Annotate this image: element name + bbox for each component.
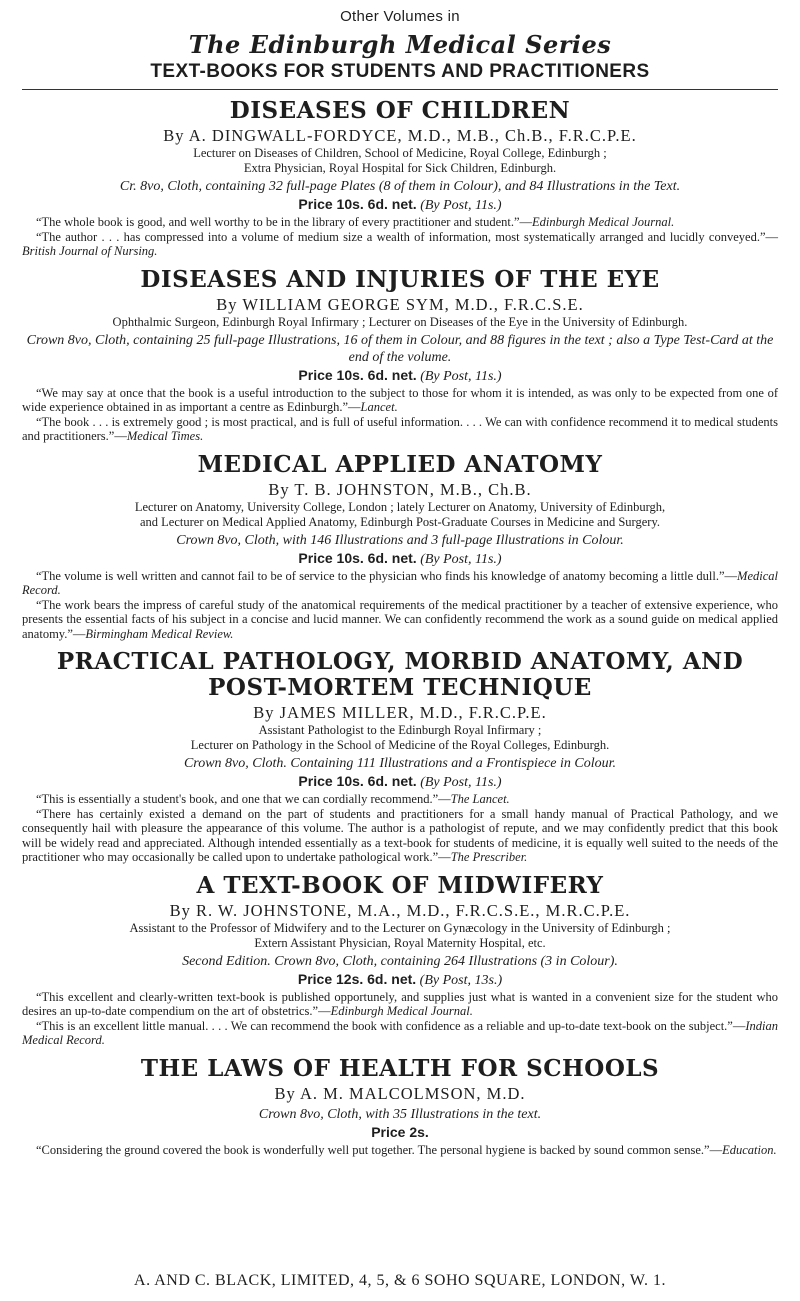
edition-details: Cr. 8vo, Cloth, containing 32 full-page Plates (8 of them in Colour), and 84 Illustrations in the Text. [119, 179, 681, 194]
price: Price 2s. [371, 1123, 429, 1140]
review-text: “The whole book is good, and well worthy to be in the library of every practitioner and student.”— [36, 215, 533, 229]
book-entry [22, 98, 778, 259]
postal-price: (By Post, 13s.) [419, 972, 503, 988]
review-quote [22, 1019, 778, 1048]
author-affiliation: Lecturer on Diseases of Children, School of Medicine, Royal College, Edinburgh ; [193, 146, 607, 160]
review-source: Medical Record. [22, 568, 778, 597]
book-title: A TEXT-BOOK OF MIDWIFERY [196, 871, 604, 899]
postal-price: (By Post, 11s.) [420, 775, 502, 790]
author-affiliation: Assistant to the Professor of Midwifery and to the Lecturer on Gynæcology in the University of Edinburgh ; [129, 920, 671, 935]
book-title: PRACTICAL PATHOLOGY, MORBID ANATOMY, AND POST-MORTEM TECHNIQUE [56, 648, 744, 701]
review-text: “The work bears the impress of careful study of the anatomical requirements of the medical practitioner by a teacher of extensive experience, who presents the essential facts of his subject in a concise and lucid manner. We can confidently recommend the work as a sound guide on medical applied anatomy.”— [22, 597, 778, 641]
book-author: By WILLIAM GEORGE SYM, M.D., F.R.C.S.E. [216, 294, 584, 314]
review-source: The Prescriber. [450, 850, 528, 864]
book-list [22, 98, 778, 1157]
book-title: DISEASES AND INJURIES OF THE EYE [140, 265, 660, 293]
price: Price 10s. 6d. net. [298, 196, 417, 212]
author-affiliation: Lecturer on Pathology in the School of Medicine of the Royal Colleges, Edinburgh. [190, 738, 610, 752]
price: Price 10s. 6d. net. [298, 773, 417, 789]
price-line [22, 1123, 778, 1143]
price: Price 12s. 6d. net. [297, 970, 417, 987]
review-quote [22, 569, 778, 598]
top-note: Other Volumes in [340, 8, 460, 25]
review-source: The Lancet. [450, 792, 510, 806]
review-text: “Considering the ground covered the book is wonderfully well put together. The personal hygiene is backed by sound common sense.”— [36, 1142, 723, 1157]
review-source: Birmingham Medical Review. [85, 626, 234, 641]
book-author: By A. DINGWALL-FORDYCE, M.D., M.B., Ch.B., F.R.C.P.E. [163, 126, 637, 145]
review-quote [22, 807, 778, 865]
review-quote [22, 792, 778, 807]
book-title: MEDICAL APPLIED ANATOMY [197, 450, 603, 478]
book-title: DISEASES OF CHILDREN [229, 97, 571, 124]
price: Price 10s. 6d. net. [298, 549, 417, 566]
price-line [22, 195, 778, 215]
price-line [22, 366, 778, 386]
review-quote [22, 415, 778, 444]
review-text: “The author . . . has compressed into a volume of medium size a wealth of information, most systematically arranged and lucidly conveyed.”— [36, 229, 778, 244]
book-entry [22, 452, 778, 642]
author-affiliation: Extern Assistant Physician, Royal Maternity Hospital, etc. [254, 935, 546, 950]
book-title: THE LAWS OF HEALTH FOR SCHOOLS [140, 1054, 660, 1082]
book-entry [22, 267, 778, 444]
review-source: Edinburgh Medical Journal. [330, 1004, 473, 1018]
author-affiliation: Extra Physician, Royal Hospital for Sick Children, Edinburgh. [243, 161, 557, 175]
author-affiliation: Ophthalmic Surgeon, Edinburgh Royal Infirmary ; Lecturer on Diseases of the Eye in the University of Edinburgh. [112, 314, 688, 329]
edition-details: Crown 8vo, Cloth, with 146 Illustrations and 3 full-page Illustrations in Colour. [176, 532, 624, 548]
author-affiliation: and Lecturer on Medical Applied Anatomy, Edinburgh Post-Graduate Courses in Medicine and Surgery. [139, 514, 661, 529]
review-source: Education. [722, 1142, 777, 1157]
book-author: By JAMES MILLER, M.D., F.R.C.P.E. [253, 703, 547, 722]
review-source: Edinburgh Medical Journal. [532, 215, 675, 229]
review-text: “The volume is well written and cannot fail to be of service to the physician who finds his knowledge of anatomy becoming a little dull.”— [36, 568, 738, 583]
price: Price 10s. 6d. net. [298, 366, 417, 383]
review-text: “We may say at once that the book is a useful introduction to the subject to those for whom it is intended, as was only to be expected from one of wide experience obtained in as important a centre as Edinburgh.”— [22, 385, 778, 414]
review-text: “This is essentially a student's book, and one that we can cordially recommend.”— [36, 792, 451, 806]
review-source: Medical Times. [126, 429, 204, 443]
postal-price: (By Post, 11s.) [420, 198, 502, 213]
author-affiliation: Assistant Pathologist to the Edinburgh Royal Infirmary ; [258, 723, 542, 737]
review-quote [22, 1143, 778, 1158]
publisher-footer: A. AND C. BLACK, LIMITED, 4, 5, & 6 SOHO SQUARE, LONDON, W. 1. [134, 1272, 666, 1289]
review-quote [22, 215, 778, 230]
review-source: Indian Medical Record. [22, 1018, 778, 1047]
book-entry [22, 649, 778, 865]
price-line [22, 549, 778, 569]
series-name: The Edinburgh Medical Series [188, 30, 612, 59]
edition-details: Crown 8vo, Cloth, with 35 Illustrations in the text. [258, 1106, 542, 1122]
review-quote [22, 230, 778, 259]
review-quote [22, 598, 778, 642]
price-line [22, 772, 778, 792]
author-affiliation: Lecturer on Anatomy, University College, London ; lately Lecturer on Anatomy, University of Edinburgh, [134, 499, 666, 514]
postal-price: (By Post, 11s.) [420, 368, 502, 384]
review-quote [22, 386, 778, 415]
review-source: British Journal of Nursing. [22, 244, 158, 258]
edition-details: Crown 8vo, Cloth, containing 25 full-page Illustrations, 16 of them in Colour, and 88 figures in the text ; also a Type Test-Card at the end of the volume. [26, 332, 774, 365]
review-text: “This is an excellent little manual. . . . We can recommend the book with confidence as a reliable and up-to-date text-book on the subject.”— [36, 1018, 746, 1033]
review-text: “The book . . . is extremely good ; is most practical, and is full of useful information. . . . We can with confidence recommend it to medical students and practitioners.”— [22, 414, 778, 443]
book-author: By T. B. JOHNSTON, M.B., Ch.B. [268, 479, 532, 499]
book-author: By A. M. MALCOLMSON, M.D. [274, 1083, 526, 1103]
price-line [22, 970, 778, 990]
review-text: “This excellent and clearly-written text-book is published opportunely, and supplies just what is wanted in a convenient size for the student who desires an up-to-date compendium on the art of obstetrics.”— [22, 989, 778, 1018]
book-author: By R. W. JOHNSTONE, M.A., M.D., F.R.C.S.E., M.R.C.P.E. [169, 900, 631, 920]
edition-details: Second Edition. Crown 8vo, Cloth, containing 264 Illustrations (3 in Colour). [182, 953, 618, 969]
review-source: Lancet. [360, 400, 398, 414]
series-subtitle: TEXT-BOOKS FOR STUDENTS AND PRACTITIONERS [22, 61, 778, 90]
review-text: “There has certainly existed a demand on the part of students and practitioners for a small handy manual of Practical Pathology, and we consequently hail with pleasure the appearance of this volume. The author is a pathologist of repute, and we may confidently predict that this book will be widely read and appreciated. Although intended essentially as a text-book for students of medicine, it is equally well suited to the needs of the practitioner who may occasionally be called upon to undertake pathological work.”— [22, 806, 778, 864]
book-entry [22, 1056, 778, 1158]
edition-details: Crown 8vo, Cloth. Containing 111 Illustrations and a Frontispiece in Colour. [183, 756, 617, 771]
review-quote [22, 990, 778, 1019]
postal-price: (By Post, 11s.) [420, 551, 502, 567]
book-entry [22, 873, 778, 1048]
